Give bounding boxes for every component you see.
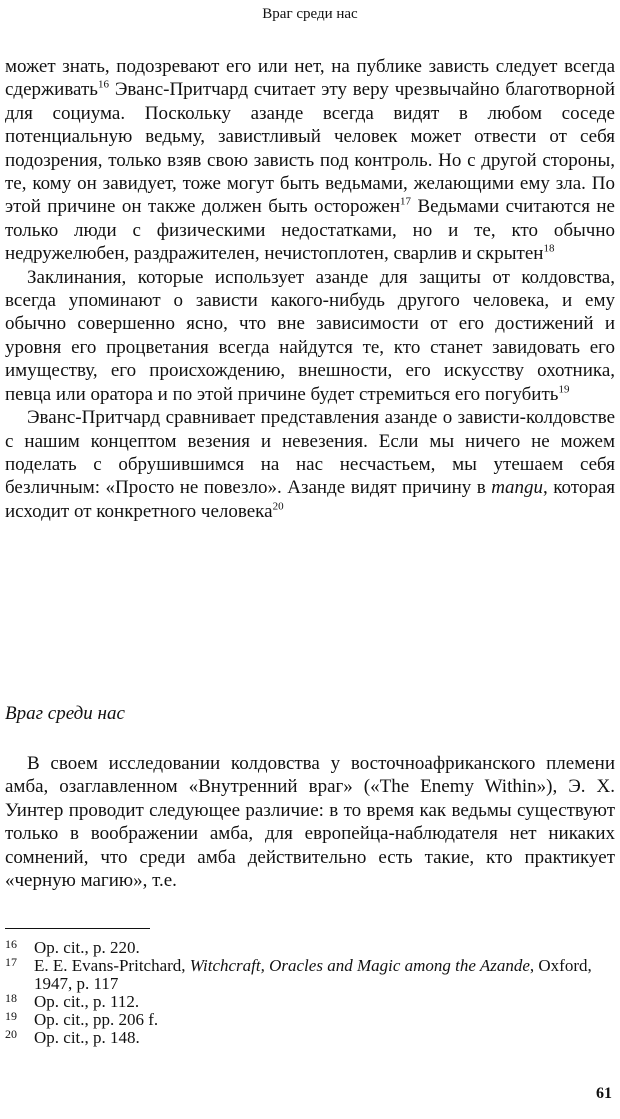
footnote-number: 20 [5, 1027, 17, 1041]
body-text-block [5, 752, 615, 892]
footnotes [5, 939, 615, 1047]
footnote-number: 17 [5, 955, 17, 969]
footnote [5, 1011, 615, 1029]
footnote-ref: 20 [272, 500, 284, 513]
text-run: , которая исходит от конкретного человека [5, 477, 615, 522]
footnote-number: 18 [5, 991, 17, 1005]
body-text-block [5, 55, 615, 523]
italic-term: mangu [491, 477, 543, 499]
running-header: Враг среди нас [262, 6, 358, 22]
footnote-text: Op. cit., p. 112. [34, 992, 140, 1011]
footnote-number: 16 [5, 937, 17, 951]
footnote-ref: 17 [400, 196, 412, 209]
footnote-title: Witchcraft, Oracles and Magic among the Azande [189, 956, 530, 975]
footnote-text: Op. cit., p. 148. [34, 1028, 140, 1047]
footnote-text: E. E. Evans-Pritchard, [34, 956, 190, 975]
footnote-text: , Oxford, 1947, p. 117 [34, 956, 592, 993]
footnote-ref: 19 [558, 383, 570, 396]
text-run: может знать, подозревают его или нет, на публике зависть следует всегда сдерживать [5, 56, 615, 101]
text-run: Ведьмами считаются не только люди с физическими недостатками, но и те, кто обычно недружелюбен, раздражителен, нечистоплотен, сварлив и скрытен [5, 196, 615, 265]
text-run: Эванс-Притчард считает эту веру чрезвычайно благотворной для социума. Поскольку азанде всегда видят в любом соседе потенциальную ведьму, завистливый человек может отвести от себя подозрения, только взяв свою зависть под контроль. Но с другой стороны, те, кому он завидует, тоже могут быть ведьмами, желающими ему зла. По этой причине он также должен быть осторожен [5, 79, 615, 218]
paragraph [5, 406, 615, 523]
paragraph [5, 55, 615, 266]
text-run: Эванс-Притчард сравнивает представления азанде о зависти-колдовстве с нашим концептом везения и невезения. Если мы ничего не можем поделать с обрушившимся на нас несчастьем, мы утешаем себя безличным: «Просто не повезло». Азанде видят причину в [5, 407, 615, 499]
footnote-number: 19 [5, 1009, 17, 1023]
paragraph [5, 266, 615, 406]
footnote-ref: 18 [543, 242, 555, 255]
footnote [5, 957, 615, 993]
footnote-text: Op. cit., pp. 206 f. [34, 1010, 159, 1029]
footnote [5, 993, 615, 1011]
footnote-rule [5, 928, 150, 929]
page-number: 61 [596, 1085, 612, 1102]
footnote [5, 1029, 615, 1047]
footnote-text: Op. cit., p. 220. [34, 938, 140, 957]
footnote [5, 939, 615, 957]
text-run: Заклинания, которые использует азанде для защиты от колдовства, всегда упоминают о зависти какого-нибудь другого человека, и ему обычно совершенно ясно, что вне зависимости от его достижений и уровня его процветания всегда найдутся те, кто станет завидовать его имуществу, его происхождению, внешности, его искусству охотника, певца или оратора и по этой причине будет стремиться его погубить [5, 266, 615, 405]
footnote-ref: 16 [97, 79, 109, 92]
section-heading: Враг среди нас [5, 703, 125, 724]
paragraph: В своем исследовании колдовства у восточноафриканского племени амба, озаглавленном «Внутренний враг» («The Enemy Within»), Э. Х. Уинтер проводит следующее различие: в то время как ведьмы существуют только в воображении амба, для европейца-наблюдателя нет никаких сомнений, что среди амба действительно есть такие, кто практикует «черную магию», т.е. [5, 753, 615, 892]
